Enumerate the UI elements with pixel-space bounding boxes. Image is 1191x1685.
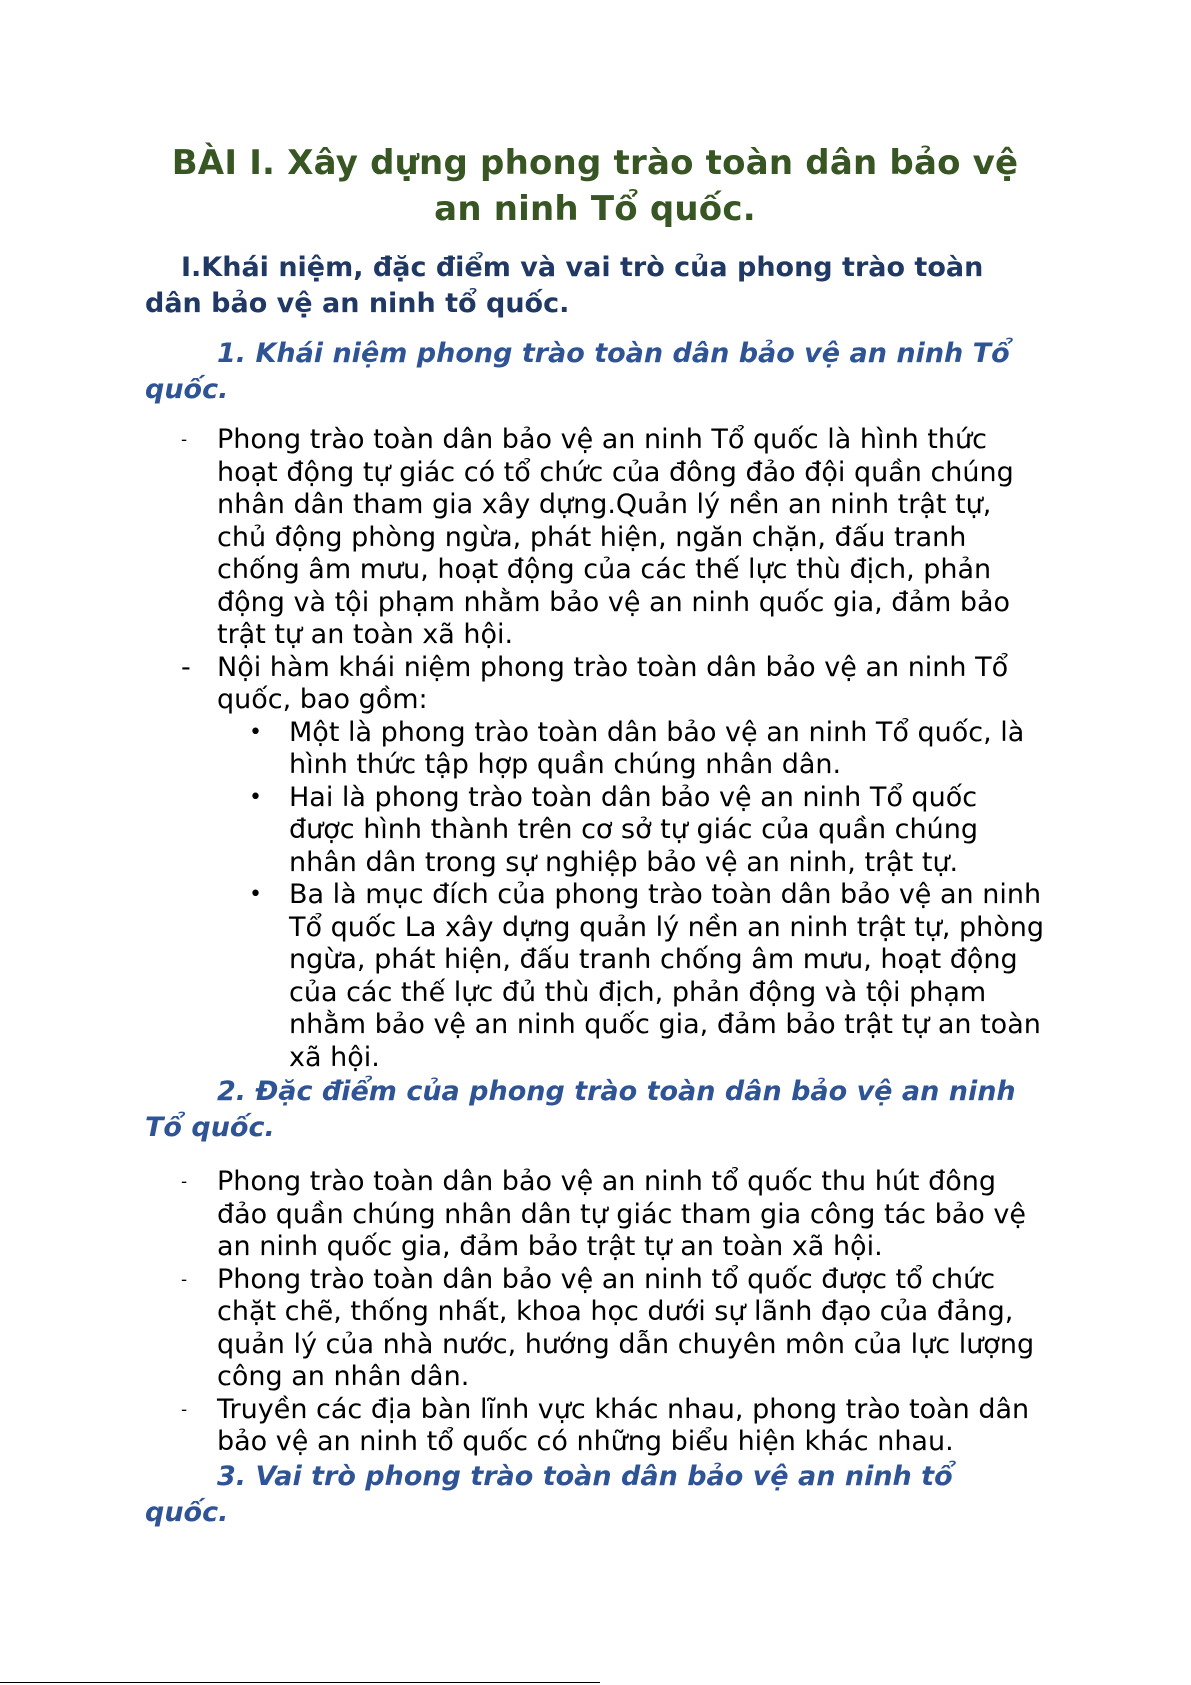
- list-item-text: Nội hàm khái niệm phong trào toàn dân bảo vệ an ninh Tổ quốc, bao gồm:: [217, 651, 1009, 715]
- section-heading-1: I.Khái niệm, đặc điểm và vai trò của phong trào toàn dân bảo vệ an ninh tổ quốc.: [145, 252, 984, 319]
- list-item-text: Truyền các địa bàn lĩnh vực khác nhau, phong trào toàn dân bảo vệ an ninh tổ quốc có những biểu hiện khác nhau.: [217, 1393, 1030, 1457]
- dash-marker: -: [181, 1399, 188, 1420]
- list-item: [145, 1166, 1045, 1264]
- list-item-text: Phong trào toàn dân bảo vệ an ninh Tổ quốc là hình thức hoạt động tự giác có tổ chức của đông đảo đội quần chúng nhân dân tham gia xây dựng.Quản lý nền an ninh trật tự, chủ động phòng ngừa, phát hiện, ngăn chặn, đấu tranh chống âm mưu, hoạt động của các thế lực thù địch, phản động và tội phạm nhằm bảo vệ an ninh quốc gia, đảm bảo trật tự an toàn xã hội.: [217, 424, 1014, 650]
- list-item-text: Phong trào toàn dân bảo vệ an ninh tổ quốc thu hút đông đảo quần chúng nhân dân tự giác tham gia công tác bảo vệ an ninh quốc gia, đảm bảo trật tự an toàn xã hội.: [217, 1166, 1026, 1262]
- dash-marker: -: [181, 1172, 188, 1192]
- subsection-heading-3: 3. Vai trò phong trào toàn dân bảo vệ an ninh tổ quốc.: [145, 1460, 953, 1528]
- bullet-item: [217, 782, 1045, 880]
- bullet-list: [217, 717, 1045, 1075]
- bullet-item: [217, 879, 1045, 1074]
- bullet-marker: •: [249, 882, 262, 907]
- document-page: [145, 140, 1045, 1531]
- dash-marker: -: [181, 651, 191, 683]
- dash-marker: -: [181, 430, 188, 450]
- bullet-text: Hai là phong trào toàn dân bảo vệ an ninh Tổ quốc được hình thành trên cơ sở tự giác của quần chúng nhân dân trong sự nghiệp bảo vệ an ninh, trật tự.: [289, 781, 978, 878]
- list-item: [145, 1394, 1045, 1459]
- subsection-heading-2: 2. Đặc điểm của phong trào toàn dân bảo vệ an ninh Tổ quốc.: [145, 1076, 1016, 1143]
- list-item: [145, 424, 1045, 652]
- footnote-separator: [0, 1682, 600, 1683]
- page-title: BÀI I. Xây dựng phong trào toàn dân bảo vệ an ninh Tổ quốc.: [171, 143, 1019, 229]
- bullet-text: Một là phong trào toàn dân bảo vệ an ninh Tổ quốc, là hình thức tập hợp quần chúng nhân dân.: [289, 716, 1025, 780]
- bullet-text: Ba là mục đích của phong trào toàn dân bảo vệ an ninh Tổ quốc La xây dựng quản lý nền an ninh trật tự, phòng ngừa, phát hiện, đấu tranh chống âm mưu, hoạt động của các thế lực đủ thù địch, phản động và tội phạm nhằm bảo vệ an ninh quốc gia, đảm bảo trật tự an toàn xã hội.: [289, 879, 1045, 1073]
- concept-list: [145, 424, 1045, 1074]
- subsection-heading-1: 1. Khái niệm phong trào toàn dân bảo vệ an ninh Tổ quốc.: [145, 338, 1010, 405]
- characteristics-list: [145, 1166, 1045, 1459]
- bullet-marker: •: [249, 784, 262, 810]
- list-item: [145, 1264, 1045, 1394]
- dash-marker: -: [181, 1269, 188, 1290]
- bullet-marker: •: [249, 719, 262, 745]
- bullet-item: [217, 717, 1045, 782]
- list-item: [145, 652, 1045, 1075]
- list-item-text: Phong trào toàn dân bảo vệ an ninh tổ quốc được tổ chức chặt chẽ, thống nhất, khoa học dưới sự lãnh đạo của đảng, quản lý của nhà nước, hướng dẫn chuyên môn của lực lượng công an nhân dân.: [217, 1263, 1035, 1392]
